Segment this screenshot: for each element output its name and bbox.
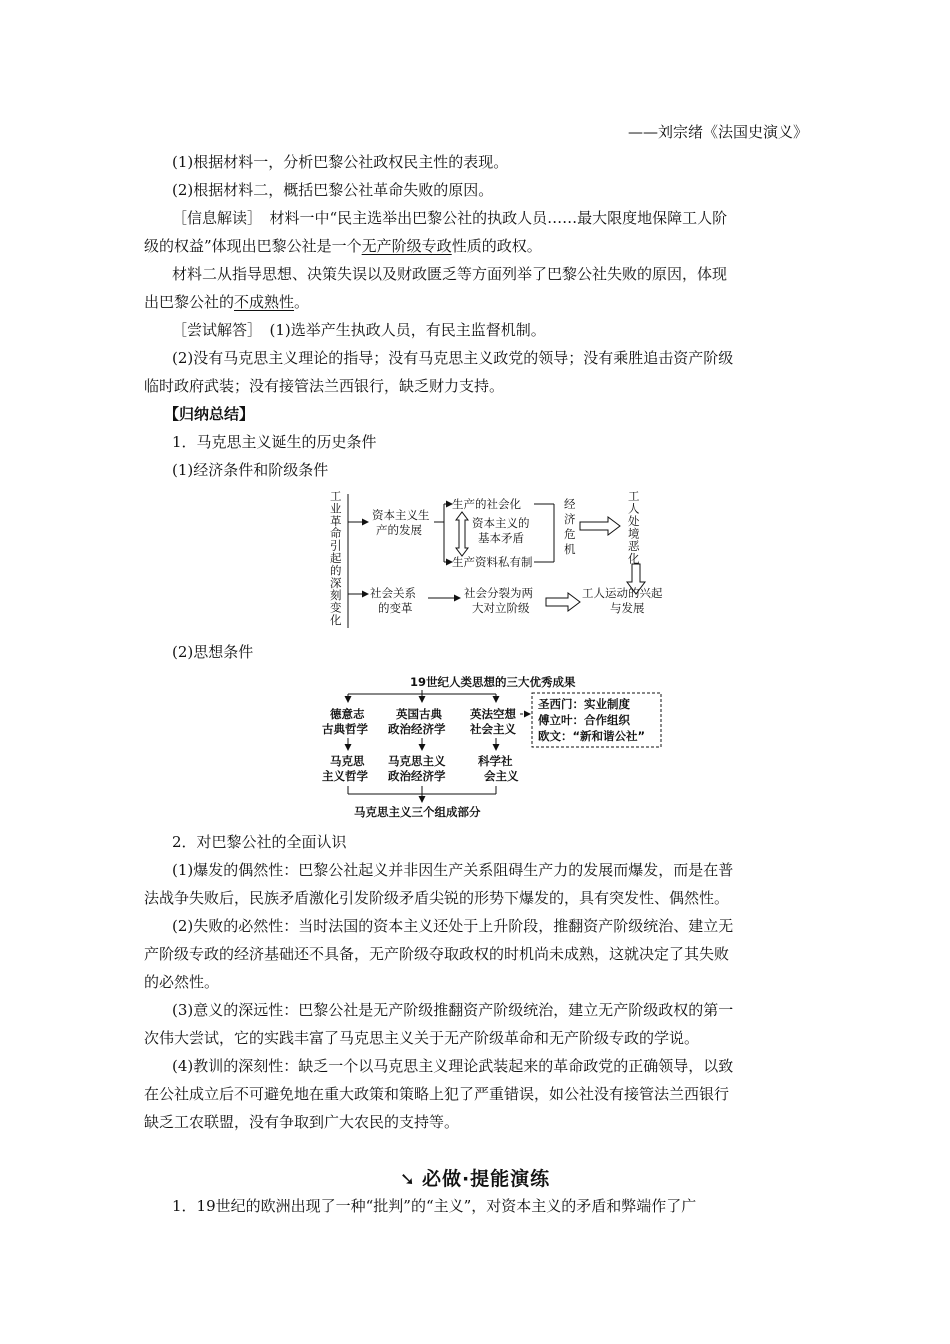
underlined-term: 无产阶级专政 [361, 237, 452, 255]
info-reading-text: 出巴黎公社的 [144, 293, 235, 311]
three-components-title: 马克思主义三个组成部分 [354, 805, 481, 819]
question-1: (1)根据材料一，分析巴黎公社政权民主性的表现。 [172, 153, 509, 171]
utopian-socialism-line1: 英法空想 [470, 707, 516, 721]
marxist-economics-line2: 政治经济学 [388, 769, 446, 783]
node-social-relation-line2: 的变革 [378, 601, 413, 615]
info-reading-line-4 [144, 292, 808, 312]
underlined-term: 不成熟性 [234, 293, 295, 311]
answer-line-2: (2)没有马克思主义理论的指导；没有马克思主义政党的领导；没有乘胜追击资产阶级 [172, 349, 734, 367]
marxist-philosophy-line2: 主义哲学 [322, 769, 368, 783]
double-arrow-icon [456, 512, 468, 556]
english-economics-line2: 政治经济学 [388, 722, 446, 736]
fourier-line: 傅立叶：合作组织 [538, 713, 630, 727]
ideological-conditions-diagram [318, 670, 663, 820]
node-worker-condition: 工人处境恶化 [628, 489, 640, 566]
three-achievements-title: 19世纪人类思想的三大优秀成果 [410, 675, 576, 689]
section-heading [0, 1164, 950, 1191]
info-reading-line-2 [144, 236, 808, 256]
scientific-socialism-line1: 科学社 [478, 754, 513, 768]
understanding-2-line-3: 的必然性。 [144, 973, 220, 991]
question-2: (2)根据材料二，概括巴黎公社革命失败的原因。 [172, 181, 494, 199]
understanding-2-line-1: (2)失败的必然性：当时法国的资本主义还处于上升阶段，推翻资产阶级统治、建立无 [172, 917, 734, 935]
node-social-relation-line1: 社会关系 [370, 586, 416, 600]
hollow-arrow-right-icon [546, 593, 580, 611]
understanding-3-line-2: 次伟大尝试，它的实践丰富了马克思主义关于无产阶级革命和无产阶级专政的学说。 [144, 1029, 700, 1047]
node-contradiction-line1: 资本主义的 [472, 516, 530, 530]
summary-sub-1: (1)经济条件和阶级条件 [172, 461, 329, 479]
node-class-split-line1: 社会分裂为两 [464, 586, 533, 600]
understanding-2-line-2: 产阶级专政的经济基础还不具备，无产阶级夺取政权的时机尚未成熟，这就决定了其失败 [144, 945, 730, 963]
understanding-4-line-2: 在公社成立后不可避免地在重大政策和策略上犯了严重错误，如公社没有接管法兰西银行 [144, 1085, 730, 1103]
node-economic-crisis: 经济危机 [564, 497, 576, 556]
owen-line: 欧文：“新和谐公社” [538, 729, 646, 743]
summary-item-1-title: 1．马克思主义诞生的历史条件 [172, 433, 377, 451]
understanding-4-line-3: 缺乏工农联盟，没有争取到广大农民的支持等。 [144, 1113, 460, 1131]
understanding-3-line-1: (3)意义的深远性：巴黎公社是无产阶级推翻资产阶级统治，建立无产阶级政权的第一 [172, 1001, 734, 1019]
summary-heading: 【归纳总结】 [164, 405, 255, 423]
node-capitalism-line1: 资本主义生 [372, 508, 430, 522]
marxist-philosophy-line1: 马克思 [330, 754, 365, 768]
node-socialization: 生产的社会化 [452, 497, 521, 511]
understanding-1-line-1: (1)爆发的偶然性：巴黎公社起义并非因生产关系阻碍生产力的发展而爆发，而是在普 [172, 861, 734, 879]
saint-simon-line: 圣西门：实业制度 [538, 697, 630, 711]
scientific-socialism-line2: 会主义 [484, 769, 519, 783]
summary-item-2-title: 2．对巴黎公社的全面认识 [172, 833, 347, 851]
exercise-1-line-1: 1．19世纪的欧洲出现了一种“批判”的“主义”，对资本主义的矛盾和弊端作了广 [172, 1197, 697, 1215]
node-movement-line2: 与发展 [610, 601, 645, 615]
info-reading-line-3: 材料二从指导思想、决策失误以及财政匮乏等方面列举了巴黎公社失败的原因，体现 [172, 265, 728, 283]
economic-conditions-diagram [320, 486, 680, 636]
english-economics-line1: 英国古典 [396, 707, 442, 721]
node-capitalism-line2: 产的发展 [376, 523, 422, 537]
info-reading-text: 性质的政权。 [451, 237, 542, 255]
marxist-economics-line1: 马克思主义 [388, 754, 446, 768]
answer-line-3: 临时政府武装；没有接管法兰西银行，缺乏财力支持。 [144, 377, 505, 395]
node-movement-line1: 工人运动的兴起 [582, 586, 663, 600]
diagram1-left-vertical-text: 工业革命引起的深刻变化 [330, 489, 342, 627]
section-title: 必做·提能演练 [421, 1168, 551, 1190]
info-reading-line-1: ［信息解读］ 材料一中“民主选举出巴黎公社的执政人员……最大限度地保障工人阶 [172, 209, 728, 227]
source-citation: ——刘宗绪《法国史演义》 [627, 123, 808, 141]
summary-sub-2: (2)思想条件 [172, 643, 254, 661]
utopian-socialism-line2: 社会主义 [470, 722, 516, 736]
hollow-arrow-right-icon [580, 517, 620, 535]
understanding-1-line-2: 法战争失败后，民族矛盾激化引发阶级矛盾尖锐的形势下爆发的，具有突发性、偶然性。 [144, 889, 730, 907]
answer-line-1: ［尝试解答］ (1)选举产生执政人员，有民主监督机制。 [172, 321, 546, 339]
german-philosophy-line2: 古典哲学 [322, 722, 368, 736]
info-reading-text: 级的权益”体现出巴黎公社是一个 [144, 237, 362, 255]
node-private-ownership: 生产资料私有制 [452, 555, 533, 569]
node-class-split-line2: 大对立阶级 [472, 601, 530, 615]
understanding-4-line-1: (4)教训的深刻性：缺乏一个以马克思主义理论武装起来的革命政党的正确领导，以致 [172, 1057, 734, 1075]
node-contradiction-line2: 基本矛盾 [478, 531, 524, 545]
info-reading-text: 。 [294, 293, 310, 311]
arrow-down-right-icon: ➘ [399, 1169, 416, 1190]
german-philosophy-line1: 德意志 [330, 707, 365, 721]
